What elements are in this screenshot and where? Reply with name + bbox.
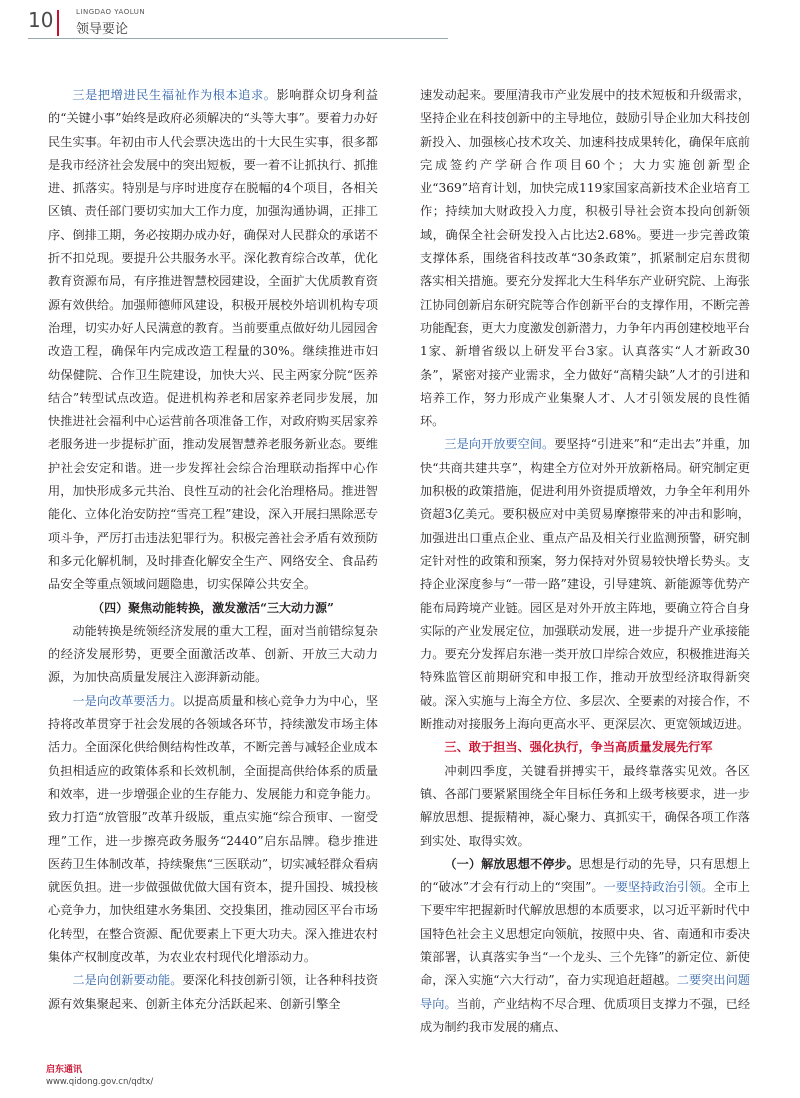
- section-heading: 三、敢于担当、强化执行，争当高质量发展先行军: [444, 740, 713, 755]
- page-header: [28, 6, 788, 40]
- column-name-en: LINGDAO YAOLUN: [76, 8, 146, 16]
- page-number: 10: [28, 8, 54, 32]
- paragraph: 冲刺四季度，关键看拼搏实干，最终靠落实见效。各区镇、各部门要紧紧围绕全年目标任务和上级考核要求，进一步解放思想、提振精神，凝心聚力、真抓实干，确保各项工作落到实处、取得实效。: [420, 763, 750, 848]
- paragraph-body: 影响群众切身利益的“关键小事”始终是政府必须解决的“头等大事”。要着力办好民生实事。年初由市人代会票决选出的十大民生实事，很多都是我市经济社会发展中的突出短板，要一着不让抓执行、抓推进、抓落实。特别是与序时进度存在脱幅的4个项目，各相关区镇、责任部门要切实加大工作力度，加强沟通协调，正排工序、倒排工期，务必按期办成办好，确保对人民群众的承诺不折不扣兑现。要提升公共服务水平。深化教育综合改革，优化教育资源布局，有序推进智慧校园建设，全面扩大优质教育资源有效供给。加强师德师风建设，积极开展校外培训机构专项治理，切实办好人民满意的教育。当前要重点做好幼儿园园舍改造工程，确保年内完成改造工程量的30%。继续推进市妇幼保健院、合作卫生院建设，加快大兴、民主两家分院“医养结合”转型试点改造。促进机构养老和居家养老同步发展，加快推进社会福利中心运营前各项准备工作，对政府购买居家养老服务进一步提标扩面，推动发展智慧养老服务新业态。要维护社会安定和谐。进一步发挥社会综合治理联动指挥中心作用，加快形成多元共治、良性互动的社会化治理格局。推进智能化、立体化治安防控“雪亮工程”建设，深入开展扫黑除恶专项斗争，严厉打击违法犯罪行为。积极完善社会矛盾有效预防和多元化解机制，及时排查化解安全生产、网络安全、食品药品安全等重点领域问题隐患，切实保障公共安全。: [48, 88, 379, 592]
- paragraph-lead: 三是向开放要空间。: [444, 437, 555, 452]
- paragraph-lead: 二是向创新要动能。: [72, 973, 183, 988]
- publication-logo: 启东通讯: [46, 1065, 83, 1075]
- subsection-heading: （四）聚焦动能转换，激发激活“三大动力源”: [92, 600, 334, 615]
- paragraph-lead: 三是把增进民生福祉作为根本追求。: [72, 88, 277, 102]
- header-divider: [28, 38, 448, 39]
- paragraph: [420, 433, 750, 736]
- paragraph: [48, 690, 378, 970]
- paragraph-body: 以提高质量和核心竞争力为中心，坚持将改革贯穿于社会发展的各领域各环节，持续激发市场主体活力。全面深化供给侧结构性改革，不断完善与减轻企业成本负担相适应的政策体系和长效机制，全面提高供给体系的质量和效率，进一步增强企业的生存能力、发展能力和竞争能力。致力打造“放管服”改革升级版，重点实施“综合预审、一窗受理”工作，进一步擦亮政务服务“2440”启东品牌。稳步推进医药卫生体制改革，持续聚焦“三医联动”，切实减轻群众看病就医负担。进一步做强做优做大国有资本，提升国投、城投核心竞争力，加快组建水务集团、交投集团，推动园区平台市场化转型，在整合资源、配优要素上下更大功夫。深入推进农村集体产权制度改革，为农业农村现代化增添动力。: [48, 693, 379, 964]
- column-name-cn: 领导要论: [76, 22, 129, 37]
- right-column: [420, 84, 750, 1039]
- page-footer: [46, 1062, 153, 1087]
- paragraph: 动能转换是统领经济发展的重大工程，面对当前错综复杂的经济发展形势，更要全面激活改革、创新、开放三大动力源，为加快高质量发展注入澎湃新动能。: [48, 623, 378, 685]
- paragraph-lead: 一要坚持政治引领。: [603, 880, 714, 895]
- paragraph-body: 要坚持“引进来”和“走出去”并重，加快“共商共建共享”，构建全方位对外开放新格局。研究制定更加积极的政策措施，促进利用外资提质增效，力争全年利用外资超3亿美元。要积极应对中美贸易摩擦带来的冲击和影响，加强进出口重点企业、重点产品及相关行业监测预警，研究制定针对性的政策和预案，努力保持对外贸易较快增长势头。支持企业深度参与“一带一路”建设，引导建筑、新能源等优势产能布局跨境产业链。园区是对外开放主阵地，要确立符合自身实际的产业发展定位，加强联动发展，进一步提升产业承接能力。要充分发挥启东港一类开放口岸综合效应，积极推进海关特殊监管区前期研究和申报工作，推动开放型经济取得新突破。深入实施与上海全方位、多层次、全要素的对接合作，不断推动对接服务上海向更高水平、更深层次、更宽领域迈进。: [420, 437, 750, 732]
- paragraph-body: 当前，产业结构不尽合理、优质项目支撑力不强，已经成为制约我市发展的痛点、: [420, 996, 751, 1034]
- paragraph-lead: 二要突出问题导向。: [420, 973, 750, 1011]
- subsection-heading: （一）解放思想不停步。: [444, 856, 579, 871]
- paragraph: 速发动起来。要厘清我市产业发展中的技术短板和升级需求，坚持企业在科技创新中的主导地位，鼓励引导企业加大科技创新投入、加强核心技术攻关、加速科技成果转化，确保年底前完成签约产学研合作项目60个；大力实施创新型企业“369”培育计划，加快完成119家国家高新技术企业培育工作；持续加大财政投入力度，积极引导社会资本投向创新领域，确保全社会研发投入占比达2.68%。要进一步完善政策支撑体系，围绕省科技改革“30条政策”，抓紧制定启东贯彻落实相关措施。要充分发挥北大生科华东产业研究院、上海张江协同创新启东研究院等合作创新平台的支撑作用，不断完善功能配套，更大力度激发创新潜力，力争年内再创建校地平台1家、新增省级以上研发平台3家。认真落实“人才新政30条”，紧密对接产业需求，全力做好“高精尖缺”人才的引进和培养工作，努力形成产业集聚人才、人才引领发展的良性循环。: [420, 88, 750, 429]
- paragraph: [420, 853, 750, 1039]
- left-column: [48, 84, 378, 1016]
- paragraph: [48, 969, 378, 1016]
- paragraph-body: 思想是行动的先导，只有思想上的“破冰”才会有行动上的“突围”。: [420, 856, 751, 895]
- paragraph-body: 全市上下要牢牢把握新时代解放思想的本质要求，以习近平新时代中国特色社会主义思想定向领航，按照中央、省、南通和市委决策部署，认真落实争当“一个龙头、三个先锋”的新定位、新使命，深入实施“六大行动”，奋力实现追赶超越。: [420, 880, 750, 988]
- paragraph: [48, 84, 378, 597]
- publication-url: www.qidong.gov.cn/qdtx/: [46, 1077, 154, 1087]
- paragraph-body: 要深化科技创新引领，让各种科技资源有效集聚起来、创新主体充分活跃起来、创新引擎全: [48, 973, 379, 1011]
- paragraph-lead: 一是向改革要活力。: [72, 693, 183, 708]
